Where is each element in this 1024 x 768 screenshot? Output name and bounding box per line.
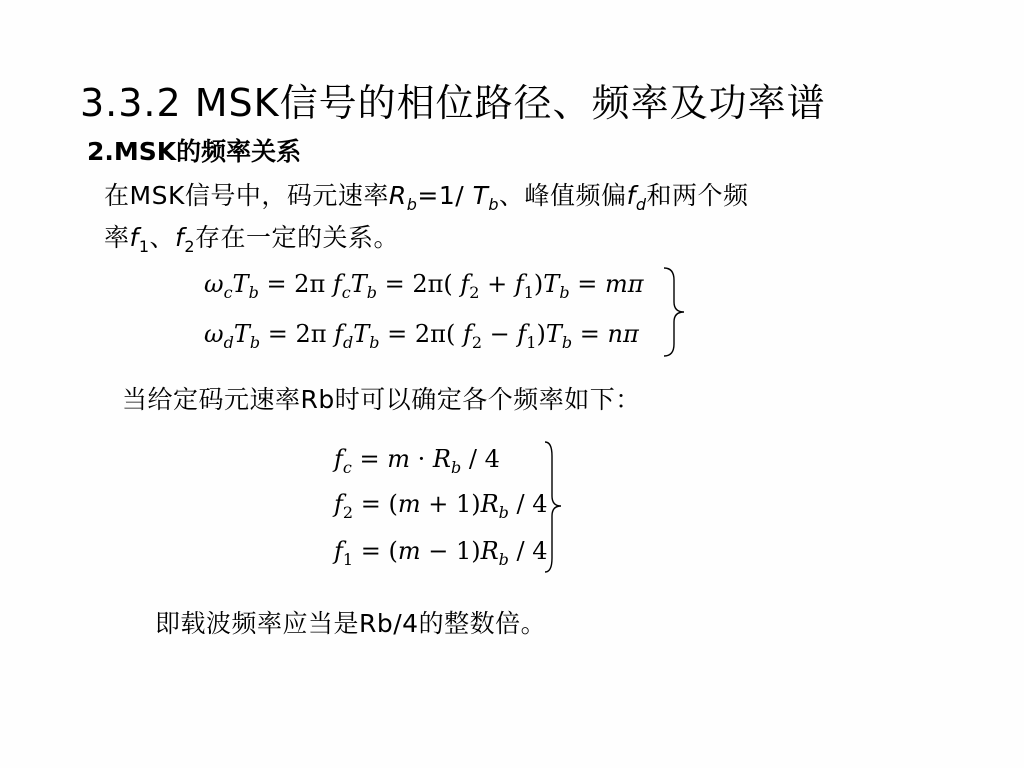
eq-sub: 2: [471, 333, 483, 352]
eq-sub: b: [498, 550, 509, 569]
eq-sub: c: [342, 458, 352, 477]
f2-symbol: f: [175, 223, 185, 252]
eq-T: T: [233, 320, 250, 348]
eq-sub: b: [249, 333, 261, 352]
eq-sub: 1: [526, 333, 537, 352]
eq-op: = 2π(: [376, 270, 461, 298]
eq-pi: π: [627, 270, 644, 298]
eq-m: m: [387, 445, 410, 473]
eq-op: =: [572, 320, 608, 348]
eq-sub: 1: [523, 283, 534, 302]
eq-T: T: [232, 270, 249, 298]
eq-op: =: [569, 270, 605, 298]
right-brace-1: [662, 266, 686, 358]
intro2-text-b: 、: [149, 223, 176, 252]
eq-op: ): [533, 270, 544, 298]
eq-op: = 2π(: [379, 320, 463, 348]
eq-m: m: [397, 490, 421, 518]
eq-f: f: [517, 320, 527, 348]
eq-f: f: [334, 490, 343, 518]
eq-R: R: [432, 445, 451, 473]
eq-f: f: [332, 270, 342, 298]
f2-subscript: 2: [184, 237, 196, 256]
eq-sub: b: [248, 283, 259, 302]
eq-f: f: [334, 445, 343, 473]
eq-sub: d: [343, 333, 354, 352]
eq-op: / 4: [508, 490, 548, 518]
eq-op: = 2π: [260, 320, 335, 348]
rb-subscript: b: [406, 195, 418, 214]
intro-text-a: 在MSK信号中，码元速率: [104, 181, 389, 210]
eq-op: = 2π: [258, 270, 333, 298]
eq-op: − 1): [420, 537, 481, 565]
intro2-text-a: 率: [104, 223, 130, 252]
eq-op: =: [351, 445, 388, 473]
tb-symbol: T: [472, 181, 489, 210]
eq-f: f: [462, 320, 472, 348]
eq-op: = (: [353, 490, 398, 518]
rb-symbol: R: [388, 181, 407, 210]
eq-sub: d: [223, 333, 234, 352]
tb-subscript: b: [488, 195, 500, 214]
eq-omega: ω: [204, 270, 224, 298]
f1-symbol: f: [129, 223, 139, 252]
eq-op: = (: [353, 537, 398, 565]
eq-sub: 1: [342, 550, 354, 569]
intro-text-b: =1/: [417, 181, 473, 210]
eq-sub: c: [223, 283, 233, 302]
eq-f: f: [334, 537, 343, 565]
conclusion-text: 即载波频率应当是Rb/4的整数倍。: [155, 609, 547, 638]
intro-text-d: 和两个频: [646, 181, 749, 210]
eq-T: T: [350, 270, 367, 298]
eq-m: m: [397, 537, 421, 565]
eq-sub: b: [498, 503, 509, 522]
eq-op: ): [536, 320, 546, 348]
eq-sub: b: [450, 458, 462, 477]
eq-sub: b: [561, 333, 573, 352]
fd-subscript: d: [635, 195, 647, 214]
eq-sub: c: [341, 283, 351, 302]
eq-omega: ω: [204, 320, 224, 348]
eq-sub: 2: [469, 283, 480, 302]
eq-sub: b: [369, 333, 380, 352]
eq-sub: 2: [342, 503, 354, 522]
eq-sub: b: [366, 283, 377, 302]
eq-op: + 1): [420, 490, 481, 518]
equation-fc: [334, 445, 500, 477]
equation-wc: [204, 270, 643, 302]
eq-pi: π: [622, 320, 639, 348]
eq-f: f: [460, 270, 470, 298]
eq-op: +: [479, 270, 515, 298]
intro-line-1: [104, 176, 749, 214]
section-heading: 2.MSK的频率关系: [87, 137, 302, 166]
fd-symbol: f: [626, 181, 636, 210]
intro2-text-c: 存在一定的关系。: [195, 223, 400, 252]
intro-text-c: 、峰值频偏: [499, 181, 627, 210]
eq-f: f: [514, 270, 524, 298]
eq-R: R: [480, 490, 499, 518]
f1-subscript: 1: [138, 237, 150, 256]
given-rate-text: 当给定码元速率Rb时可以确定各个频率如下：: [122, 385, 641, 414]
eq-T: T: [543, 270, 560, 298]
eq-op: / 4: [461, 445, 500, 473]
equation-f1: [334, 537, 548, 569]
eq-op: −: [482, 320, 518, 348]
eq-R: R: [480, 537, 499, 565]
eq-result: n: [607, 320, 623, 348]
eq-f: f: [334, 320, 344, 348]
equation-f2: [334, 490, 548, 522]
slide-title: 3.3.2 MSK信号的相位路径、频率及功率谱: [80, 81, 826, 125]
eq-T: T: [545, 320, 562, 348]
intro-line-2: [104, 218, 399, 256]
right-brace-2: [543, 440, 563, 574]
eq-result: m: [604, 270, 628, 298]
eq-op: / 4: [508, 537, 548, 565]
eq-T: T: [353, 320, 370, 348]
eq-sub: b: [559, 283, 570, 302]
eq-op: ·: [410, 445, 433, 473]
equation-wd: [204, 320, 639, 352]
